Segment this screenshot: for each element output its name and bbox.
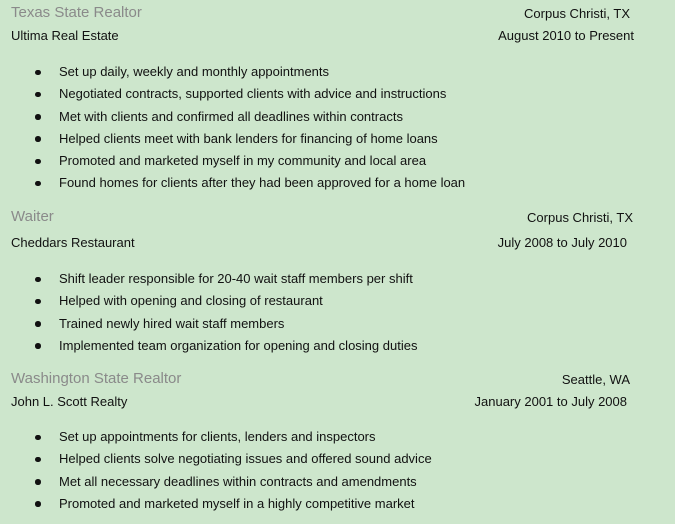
job-dates: January 2001 to July 2008 — [474, 394, 627, 409]
duties-list — [0, 426, 432, 515]
duty-text: Met with clients and confirmed all deadlines within contracts — [59, 108, 403, 124]
job-employer: Cheddars Restaurant — [11, 235, 135, 250]
duty-item — [0, 335, 417, 357]
bullet-icon — [35, 277, 41, 283]
duty-text: Helped with opening and closing of restaurant — [59, 293, 323, 309]
duty-item — [0, 493, 432, 515]
duty-text: Implemented team organization for opening and closing duties — [59, 337, 418, 353]
duty-text: Helped clients meet with bank lenders for financing of home loans — [59, 130, 438, 146]
duty-text: Trained newly hired wait staff members — [59, 315, 285, 331]
job-employer: Ultima Real Estate — [11, 28, 119, 43]
bullet-icon — [35, 343, 41, 349]
duty-item — [0, 471, 432, 493]
bullet-icon — [35, 114, 41, 120]
duty-item — [0, 172, 465, 194]
bullet-icon — [35, 435, 41, 441]
bullet-icon — [35, 299, 41, 305]
duties-list — [0, 268, 417, 357]
bullet-icon — [35, 70, 41, 76]
bullet-icon — [35, 159, 41, 165]
bullet-icon — [35, 479, 41, 485]
bullet-icon — [35, 136, 41, 142]
duty-text: Met all necessary deadlines within contracts and amendments — [59, 473, 417, 489]
duty-item — [0, 61, 465, 83]
bullet-icon — [35, 457, 41, 463]
duty-item — [0, 426, 432, 448]
job-location: Corpus Christi, TX — [524, 6, 630, 21]
duty-item — [0, 150, 465, 172]
bullet-icon — [35, 321, 41, 327]
duties-list — [0, 61, 465, 195]
duty-text: Set up daily, weekly and monthly appointments — [59, 64, 330, 79]
job-location: Seattle, WA — [561, 372, 630, 387]
job-employer: John L. Scott Realty — [11, 394, 128, 409]
duty-item — [0, 83, 465, 105]
duty-item — [0, 128, 465, 150]
duty-text: Found homes for clients after they had been approved for a home loan — [59, 175, 466, 191]
job-title: Waiter — [11, 208, 54, 225]
duty-text: Negotiated contracts, supported clients with advice and instructions — [59, 86, 447, 102]
duty-item — [0, 448, 432, 470]
duty-item — [0, 290, 417, 312]
duty-text: Set up appointments for clients, lenders and inspectors — [59, 429, 376, 444]
job-location: Corpus Christi, TX — [527, 210, 633, 225]
duty-item — [0, 268, 417, 290]
bullet-icon — [35, 181, 41, 187]
job-dates: August 2010 to Present — [498, 28, 634, 43]
bullet-icon — [35, 501, 41, 507]
duty-text: Promoted and marketed myself in my community and local area — [59, 153, 427, 169]
bullet-icon — [35, 92, 41, 98]
duty-text: Promoted and marketed myself in a highly competitive market — [59, 495, 415, 511]
duty-text: Shift leader responsible for 20-40 wait staff members per shift — [59, 271, 413, 286]
duty-item — [0, 313, 417, 335]
job-title: Texas State Realtor — [11, 4, 142, 21]
job-dates: July 2008 to July 2010 — [497, 235, 627, 250]
duty-item — [0, 106, 465, 128]
job-title: Washington State Realtor — [11, 370, 182, 387]
duty-text: Helped clients solve negotiating issues and offered sound advice — [59, 451, 432, 467]
